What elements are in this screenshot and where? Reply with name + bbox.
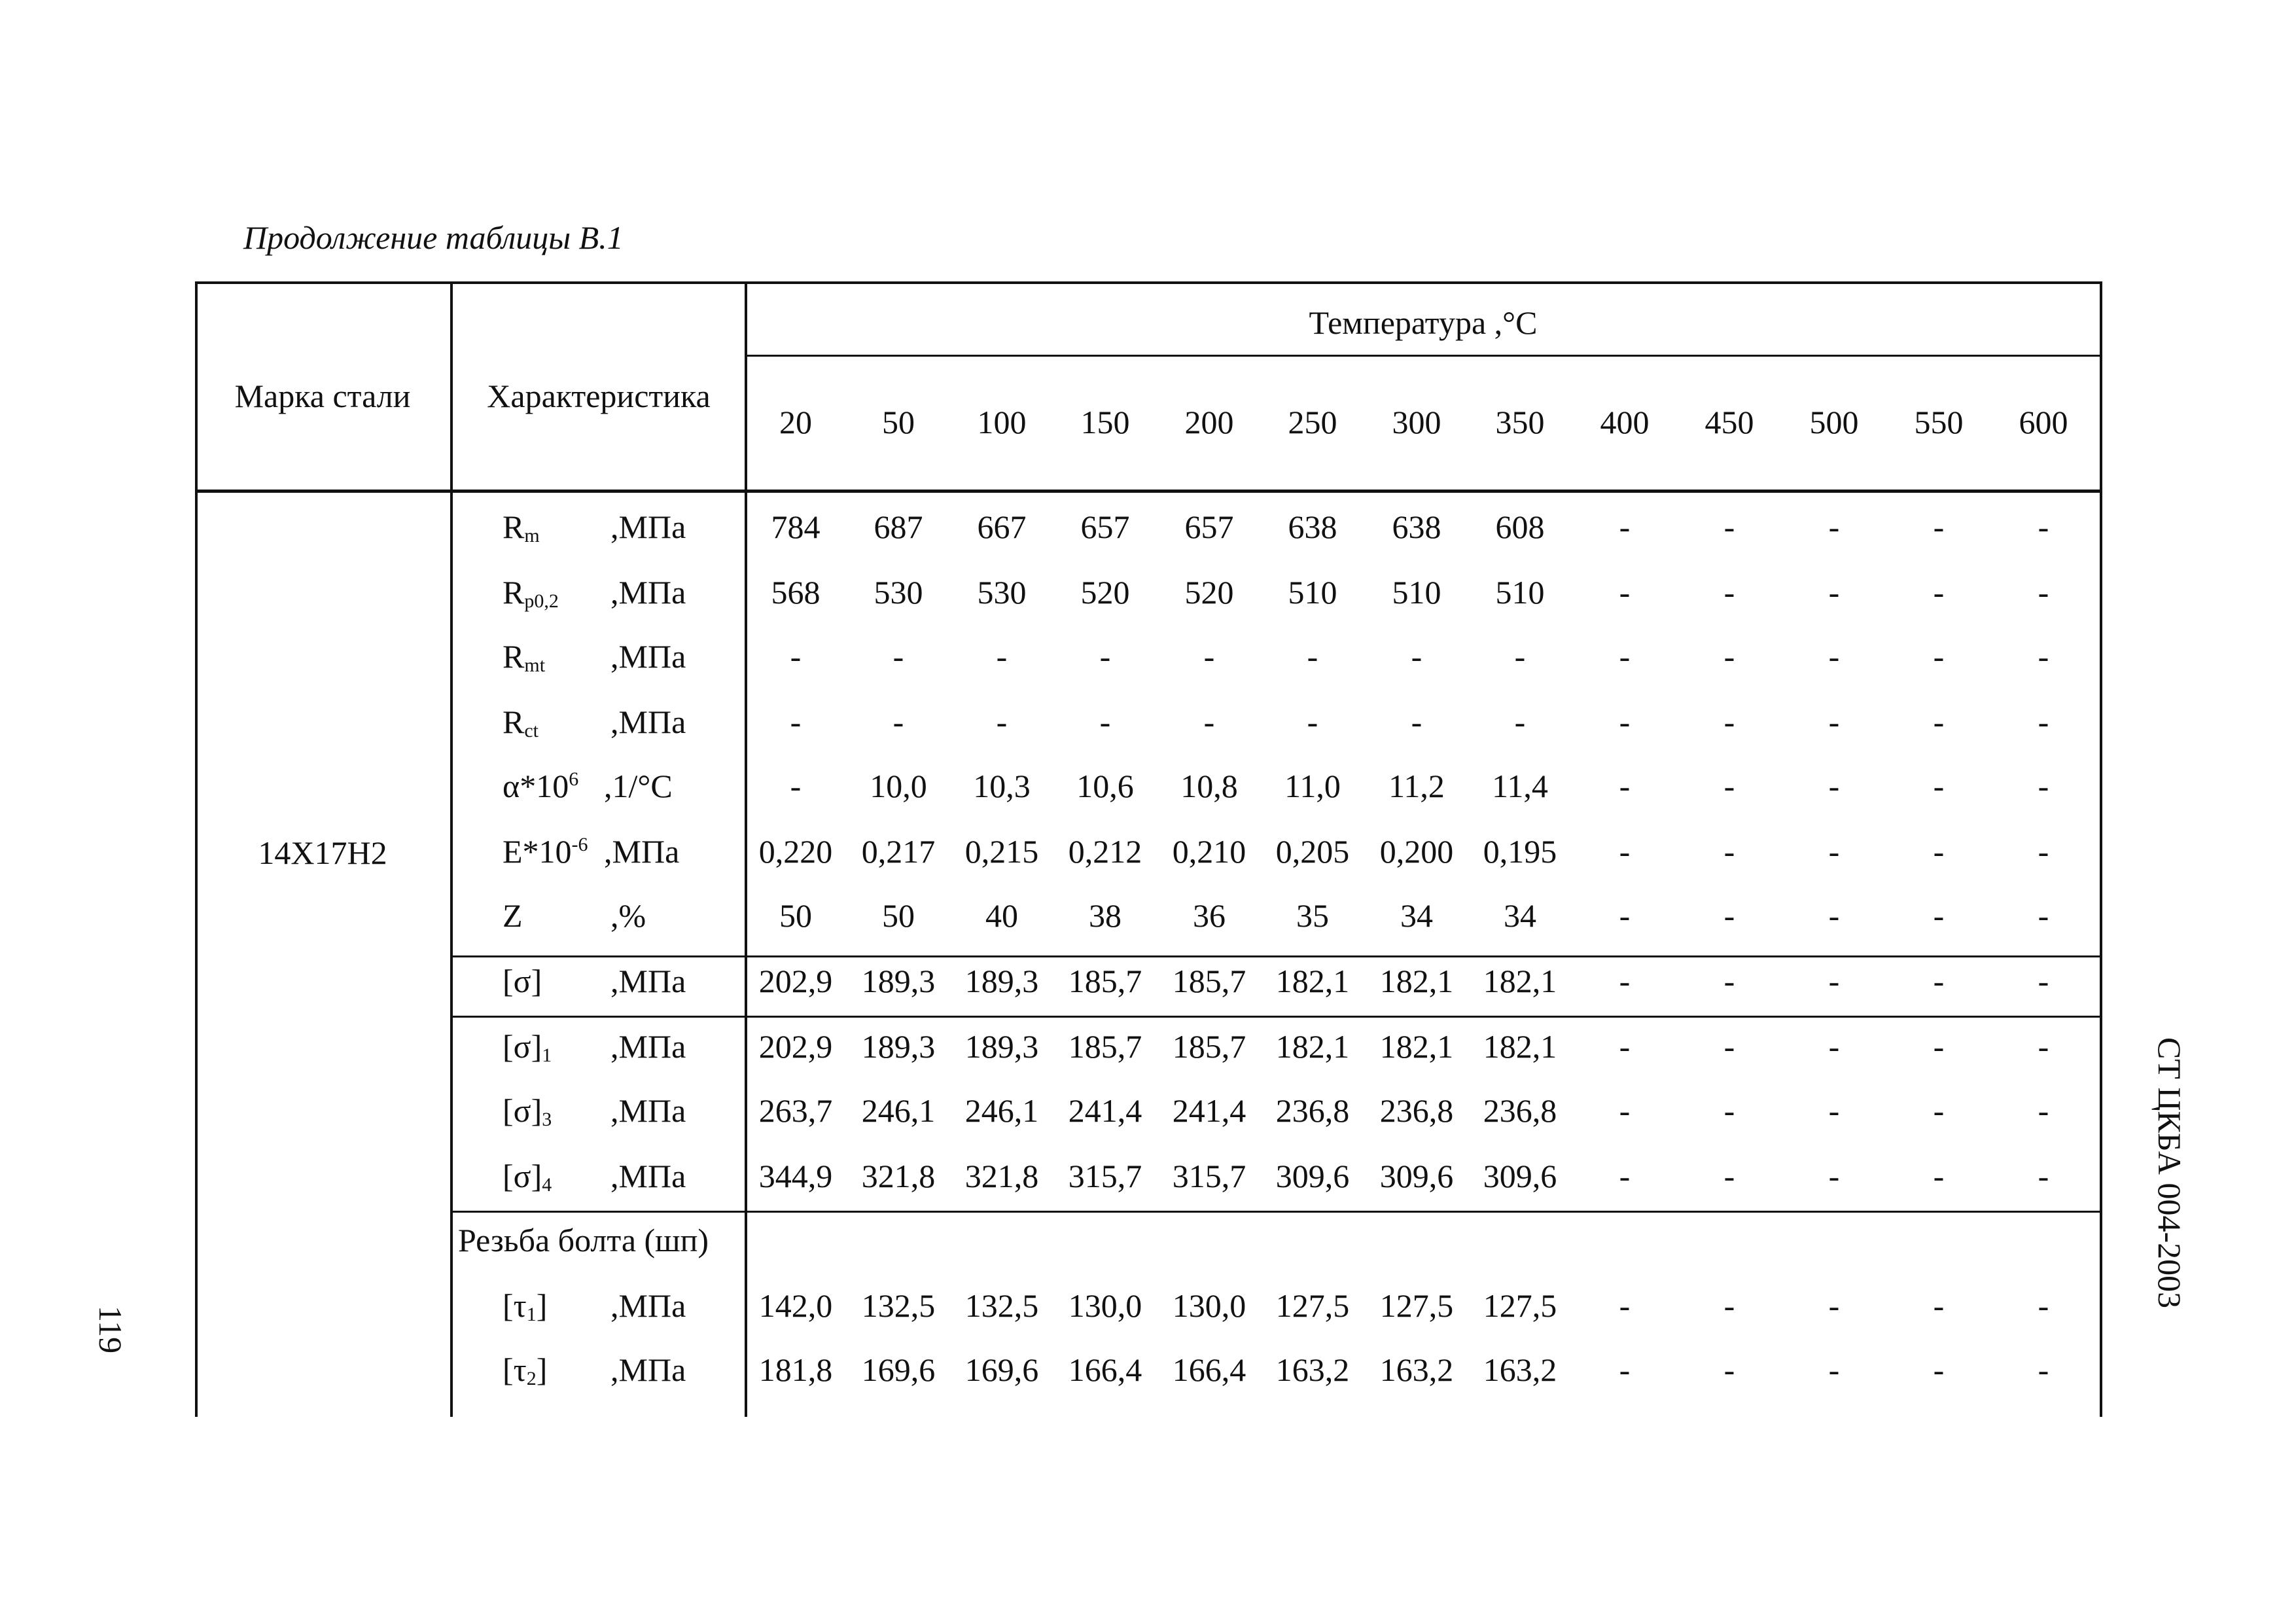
value-cell: - — [1933, 1028, 1945, 1065]
value-cell: 185,7 — [1172, 1028, 1246, 1065]
value-cell: 236,8 — [1275, 1092, 1350, 1129]
characteristic-unit: ,МПа — [604, 833, 680, 870]
value-cell: - — [1307, 704, 1318, 740]
table-top-border — [195, 281, 2102, 284]
value-cell: - — [1411, 704, 1422, 740]
value-cell: - — [1099, 704, 1111, 740]
characteristic-unit: ,МПа — [610, 1158, 686, 1194]
page-number: 119 — [92, 1306, 129, 1354]
value-cell: - — [790, 638, 802, 675]
value-cell: 130,0 — [1068, 1287, 1142, 1324]
characteristic-label: $R_{mt}$ — [503, 638, 546, 676]
value-cell: 520 — [1080, 574, 1130, 611]
value-cell: 11,4 — [1492, 768, 1548, 804]
value-cell: 568 — [771, 574, 821, 611]
value-cell: 315,7 — [1172, 1158, 1246, 1194]
value-cell: 263,7 — [758, 1092, 833, 1129]
value-cell: - — [1619, 704, 1631, 740]
value-cell: - — [1933, 704, 1945, 740]
characteristic-label: $R_m$ — [503, 508, 540, 546]
value-cell: - — [790, 704, 802, 740]
value-cell: 241,4 — [1068, 1092, 1142, 1129]
value-cell: - — [1619, 574, 1631, 611]
value-cell: 241,4 — [1172, 1092, 1246, 1129]
value-cell: - — [1307, 638, 1318, 675]
value-cell: 166,4 — [1172, 1351, 1246, 1388]
value-cell: 0,212 — [1068, 833, 1142, 870]
document-code: СТ ЦКБА 004-2003 — [2151, 1037, 2188, 1309]
temperature-header-cell: 450 — [1704, 404, 1754, 440]
value-cell: 315,7 — [1068, 1158, 1142, 1194]
value-cell: 638 — [1288, 508, 1337, 545]
value-cell: - — [1828, 508, 1840, 545]
value-cell: 0,195 — [1483, 833, 1557, 870]
value-cell: - — [1723, 1158, 1735, 1194]
properties-table — [195, 281, 2102, 1417]
value-cell: - — [1619, 1287, 1631, 1324]
characteristic-unit: ,МПа — [610, 1092, 686, 1129]
value-cell: 638 — [1392, 508, 1441, 545]
value-cell: - — [1723, 638, 1735, 675]
temperature-header-cell: 350 — [1495, 404, 1545, 440]
characteristic-label: $[\tau_1]$ — [503, 1287, 548, 1325]
value-cell: - — [1933, 897, 1945, 934]
temperature-header-cell: 600 — [2019, 404, 2068, 440]
characteristic-unit: ,МПа — [610, 1287, 686, 1324]
value-cell: 35 — [1296, 897, 1329, 934]
temperature-header-cell: 50 — [882, 404, 915, 440]
value-cell: 309,6 — [1379, 1158, 1454, 1194]
characteristic-unit: ,1/°С — [604, 768, 673, 804]
value-cell: 667 — [977, 508, 1027, 545]
value-cell: - — [1933, 508, 1945, 545]
value-cell: - — [1723, 704, 1735, 740]
value-cell: 11,2 — [1388, 768, 1445, 804]
value-cell: 0,217 — [861, 833, 936, 870]
value-cell: - — [1933, 638, 1945, 675]
row-divider-sigma-bottom — [451, 1016, 2102, 1018]
value-cell: - — [2038, 1287, 2049, 1324]
value-cell: - — [2038, 833, 2049, 870]
value-cell: - — [996, 704, 1008, 740]
characteristic-unit: ,МПа — [610, 638, 686, 675]
value-cell: 50 — [779, 897, 812, 934]
value-cell: - — [1619, 897, 1631, 934]
value-cell: 784 — [771, 508, 821, 545]
value-cell: - — [2038, 508, 2049, 545]
value-cell: - — [1828, 833, 1840, 870]
value-cell: - — [1933, 1287, 1945, 1324]
value-cell: - — [1828, 1287, 1840, 1324]
value-cell: 169,6 — [861, 1351, 936, 1388]
value-cell: 166,4 — [1068, 1351, 1142, 1388]
characteristic-unit: ,МПа — [610, 508, 686, 545]
value-cell: - — [2038, 1028, 2049, 1065]
characteristic-label: $[\sigma]_4$ — [503, 1158, 552, 1196]
characteristic-label: [σ] — [503, 963, 542, 999]
value-cell: 130,0 — [1172, 1287, 1246, 1324]
value-cell: 10,0 — [870, 768, 927, 804]
value-cell: 189,3 — [964, 963, 1039, 999]
value-cell: - — [2038, 638, 2049, 675]
temperature-header-cell: 400 — [1600, 404, 1650, 440]
header-temperature: Температура ,°С — [1309, 304, 1538, 341]
header-characteristic: Характеристика — [487, 378, 711, 414]
header-bottom-border — [195, 490, 2102, 493]
value-cell: 687 — [874, 508, 923, 545]
value-cell: - — [2038, 574, 2049, 611]
value-cell: - — [2038, 897, 2049, 934]
value-cell: - — [2038, 1092, 2049, 1129]
steel-grade-value: 14Х17Н2 — [258, 834, 387, 871]
value-cell: - — [1723, 833, 1735, 870]
temperature-header-cell: 20 — [779, 404, 812, 440]
value-cell: - — [1723, 963, 1735, 999]
value-cell: - — [1619, 638, 1631, 675]
value-cell: - — [1619, 1092, 1631, 1129]
value-cell: 189,3 — [861, 1028, 936, 1065]
temperature-header-cell: 250 — [1288, 404, 1337, 440]
value-cell: 321,8 — [861, 1158, 936, 1194]
value-cell: - — [892, 638, 904, 675]
value-cell: 163,2 — [1379, 1351, 1454, 1388]
value-cell: 344,9 — [758, 1158, 833, 1194]
value-cell: 520 — [1184, 574, 1234, 611]
characteristic-label: $[\sigma]_3$ — [503, 1092, 552, 1130]
characteristic-label: $R_{ct}$ — [503, 704, 539, 741]
characteristic-unit: ,МПа — [610, 963, 686, 999]
characteristic-unit: ,МПа — [610, 1351, 686, 1388]
value-cell: 40 — [985, 897, 1018, 934]
value-cell: - — [1723, 1287, 1735, 1324]
column-divider-characteristic — [745, 281, 747, 1417]
value-cell: - — [1828, 1028, 1840, 1065]
value-cell: 127,5 — [1275, 1287, 1350, 1324]
table-left-border — [195, 281, 198, 1417]
value-cell: - — [1828, 1351, 1840, 1388]
value-cell: 10,6 — [1076, 768, 1134, 804]
value-cell: 530 — [874, 574, 923, 611]
value-cell: 11,0 — [1284, 768, 1341, 804]
value-cell: 36 — [1193, 897, 1226, 934]
characteristic-label: $[\tau_2]$ — [503, 1351, 548, 1389]
value-cell: 181,8 — [758, 1351, 833, 1388]
value-cell: - — [1723, 508, 1735, 545]
value-cell: 163,2 — [1275, 1351, 1350, 1388]
value-cell: 185,7 — [1068, 963, 1142, 999]
value-cell: 657 — [1080, 508, 1130, 545]
value-cell: - — [1619, 1351, 1631, 1388]
value-cell: 0,200 — [1379, 833, 1454, 870]
value-cell: 50 — [882, 897, 915, 934]
value-cell: - — [1619, 1158, 1631, 1194]
value-cell: - — [1828, 1158, 1840, 1194]
temperature-header-cell: 300 — [1392, 404, 1441, 440]
value-cell: 510 — [1495, 574, 1545, 611]
value-cell: 202,9 — [758, 1028, 833, 1065]
value-cell: 510 — [1288, 574, 1337, 611]
value-cell: - — [2038, 768, 2049, 804]
value-cell: - — [1828, 1092, 1840, 1129]
value-cell: 10,3 — [973, 768, 1031, 804]
value-cell: 657 — [1184, 508, 1234, 545]
value-cell: - — [1619, 768, 1631, 804]
characteristic-label: Z — [503, 897, 523, 934]
value-cell: - — [1933, 1158, 1945, 1194]
value-cell: 182,1 — [1275, 1028, 1350, 1065]
value-cell: - — [1203, 704, 1215, 740]
value-cell: - — [2038, 963, 2049, 999]
value-cell: - — [2038, 1158, 2049, 1194]
value-cell: 132,5 — [964, 1287, 1039, 1324]
value-cell: 169,6 — [964, 1351, 1039, 1388]
value-cell: 189,3 — [861, 963, 936, 999]
value-cell: 127,5 — [1483, 1287, 1557, 1324]
characteristic-unit: ,МПа — [610, 704, 686, 740]
value-cell: 321,8 — [964, 1158, 1039, 1194]
value-cell: 309,6 — [1275, 1158, 1350, 1194]
value-cell: 34 — [1400, 897, 1433, 934]
temperature-header-cell: 200 — [1184, 404, 1234, 440]
value-cell: - — [1723, 897, 1735, 934]
value-cell: 127,5 — [1379, 1287, 1454, 1324]
value-cell: 608 — [1495, 508, 1545, 545]
row-divider-sigma-top — [451, 955, 2102, 957]
value-cell: 10,8 — [1180, 768, 1238, 804]
value-cell: 189,3 — [964, 1028, 1039, 1065]
value-cell: - — [1411, 638, 1422, 675]
value-cell: - — [1514, 638, 1526, 675]
value-cell: - — [790, 768, 802, 804]
value-cell: - — [1619, 833, 1631, 870]
characteristic-unit: ,% — [610, 897, 646, 934]
value-cell: 182,1 — [1483, 963, 1557, 999]
value-cell: 142,0 — [758, 1287, 833, 1324]
value-cell: 163,2 — [1483, 1351, 1557, 1388]
value-cell: 510 — [1392, 574, 1441, 611]
value-cell: 182,1 — [1379, 1028, 1454, 1065]
temperature-header-cell: 550 — [1914, 404, 1964, 440]
table-caption: Продолжение таблицы В.1 — [243, 219, 624, 256]
characteristic-unit: ,МПа — [610, 574, 686, 611]
characteristic-label: Резьба болта (шп) — [458, 1222, 709, 1258]
value-cell: 246,1 — [964, 1092, 1039, 1129]
value-cell: - — [1828, 768, 1840, 804]
value-cell: - — [1723, 1351, 1735, 1388]
value-cell: - — [892, 704, 904, 740]
value-cell: 0,220 — [758, 833, 833, 870]
value-cell: - — [1828, 704, 1840, 740]
value-cell: 0,210 — [1172, 833, 1246, 870]
column-divider-grade — [450, 281, 453, 1417]
value-cell: 34 — [1504, 897, 1536, 934]
row-divider-bolt-thread — [451, 1211, 2102, 1213]
value-cell: 236,8 — [1379, 1092, 1454, 1129]
value-cell: 182,1 — [1483, 1028, 1557, 1065]
value-cell: 202,9 — [758, 963, 833, 999]
value-cell: 0,215 — [964, 833, 1039, 870]
header-steel-grade: Марка стали — [234, 378, 411, 414]
value-cell: 38 — [1089, 897, 1122, 934]
value-cell: - — [1723, 574, 1735, 611]
value-cell: - — [1723, 1028, 1735, 1065]
value-cell: 182,1 — [1379, 963, 1454, 999]
characteristic-unit: ,МПа — [610, 1028, 686, 1065]
value-cell: 185,7 — [1068, 1028, 1142, 1065]
value-cell: 309,6 — [1483, 1158, 1557, 1194]
value-cell: 185,7 — [1172, 963, 1246, 999]
table-right-border — [2100, 281, 2102, 1417]
value-cell: - — [1514, 704, 1526, 740]
value-cell: 530 — [977, 574, 1027, 611]
value-cell: - — [1933, 963, 1945, 999]
value-cell: 0,205 — [1275, 833, 1350, 870]
value-cell: - — [1723, 1092, 1735, 1129]
value-cell: - — [2038, 704, 2049, 740]
value-cell: 132,5 — [861, 1287, 936, 1324]
characteristic-label: $R_{p0,2}$ — [503, 574, 559, 612]
value-cell: - — [1933, 768, 1945, 804]
value-cell: - — [1828, 963, 1840, 999]
value-cell: - — [1619, 1028, 1631, 1065]
temperature-header-cell: 100 — [977, 404, 1027, 440]
value-cell: - — [1933, 1092, 1945, 1129]
characteristic-label: $E*10^{-6}$ — [503, 833, 588, 870]
temperature-header-divider — [746, 355, 2102, 357]
characteristic-label: $[\sigma]_1$ — [503, 1028, 552, 1066]
value-cell: - — [1099, 638, 1111, 675]
value-cell: 246,1 — [861, 1092, 936, 1129]
value-cell: - — [1933, 574, 1945, 611]
value-cell: - — [1933, 1351, 1945, 1388]
value-cell: - — [1828, 574, 1840, 611]
value-cell: - — [1619, 508, 1631, 545]
characteristic-label: $\alpha*10^6$ — [503, 768, 579, 804]
value-cell: - — [1619, 963, 1631, 999]
temperature-header-cell: 150 — [1080, 404, 1130, 440]
value-cell: 182,1 — [1275, 963, 1350, 999]
value-cell: - — [1203, 638, 1215, 675]
value-cell: - — [996, 638, 1008, 675]
value-cell: - — [1828, 897, 1840, 934]
temperature-header-cell: 500 — [1809, 404, 1859, 440]
value-cell: - — [2038, 1351, 2049, 1388]
value-cell: - — [1828, 638, 1840, 675]
value-cell: - — [1933, 833, 1945, 870]
value-cell: - — [1723, 768, 1735, 804]
value-cell: 236,8 — [1483, 1092, 1557, 1129]
